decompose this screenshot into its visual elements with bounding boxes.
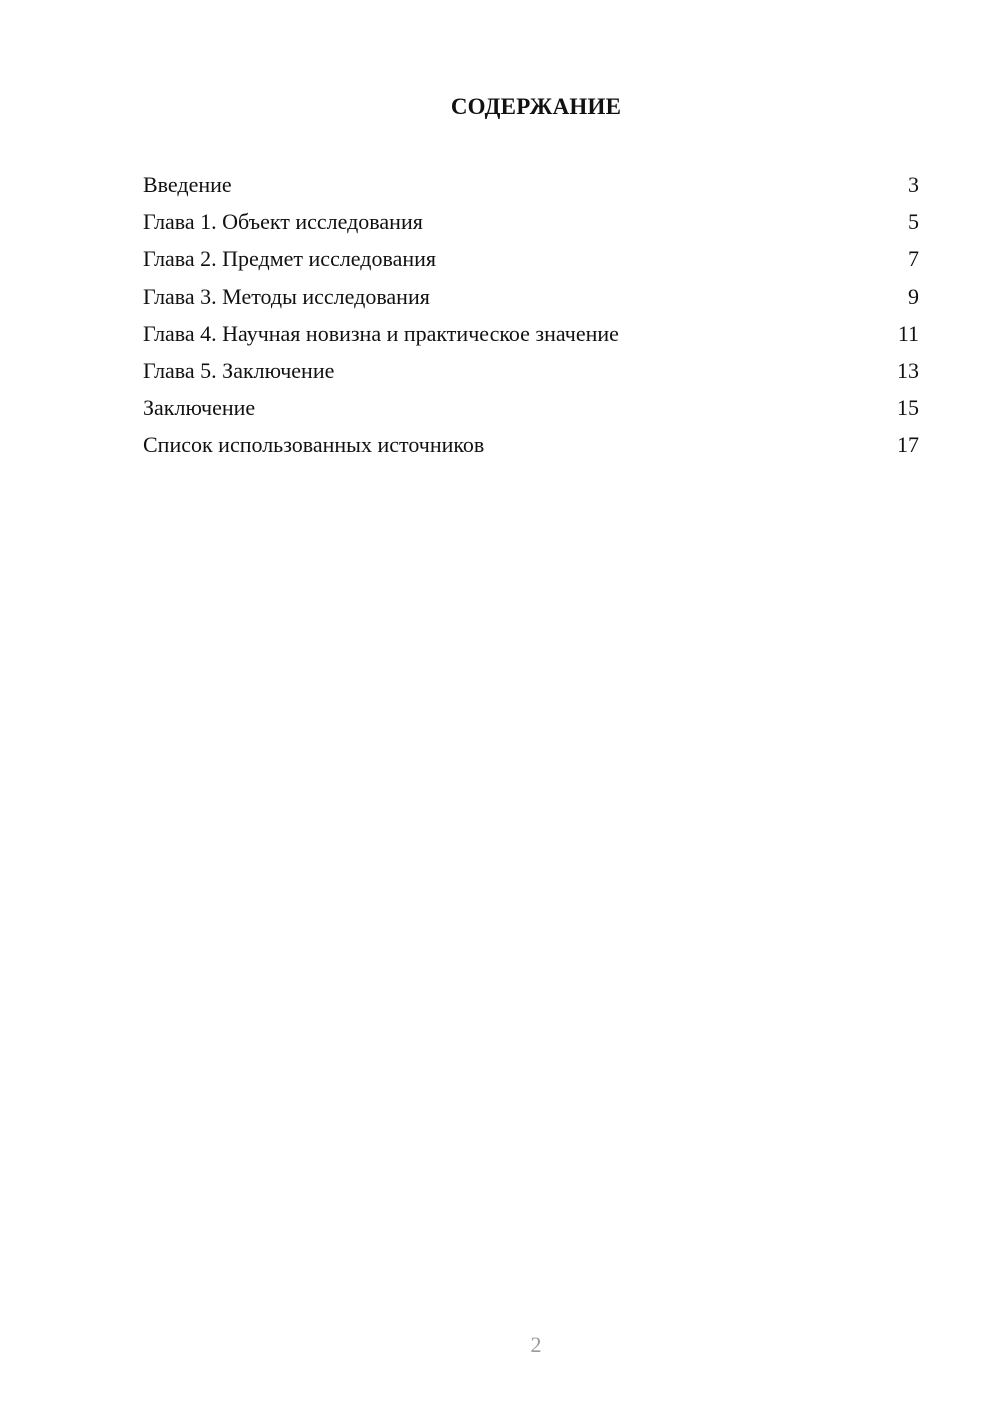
toc-entry-title: Введение — [143, 172, 232, 197]
toc-entry — [143, 203, 919, 240]
toc-entry-title: Список использованных источников — [143, 432, 485, 458]
toc-entry — [143, 389, 919, 426]
toc-entry-page: 7 — [908, 246, 919, 272]
toc-entry-page: 5 — [908, 209, 919, 235]
toc-entry-title: Глава 3. Методы исследования — [143, 283, 430, 309]
toc-entry-page: 11 — [897, 320, 919, 346]
toc-entry-page: 9 — [908, 283, 919, 309]
toc-entry-title: Заключение — [143, 395, 256, 421]
toc-entry — [143, 278, 919, 315]
toc-entry-page: 15 — [897, 395, 919, 421]
toc-entry — [143, 315, 919, 352]
toc-entry-title: Глава 2. Предмет исследования — [143, 246, 437, 272]
toc-entry — [143, 166, 919, 203]
toc-entry-title: Глава 5. Заключение — [143, 357, 335, 383]
toc-entry — [143, 426, 919, 463]
toc-entry-title: Глава 1. Объект исследования — [143, 209, 423, 235]
toc-entry-page: 13 — [897, 357, 919, 383]
toc-entry-page: 3 — [908, 172, 919, 197]
toc-entry-title: Глава 4. Научная новизна и практическое значение — [143, 320, 619, 346]
table-of-contents — [143, 166, 919, 464]
toc-entry-page: 17 — [897, 432, 919, 458]
toc-entry — [143, 240, 919, 277]
toc-heading: СОДЕРЖАНИЕ — [450, 94, 622, 119]
toc-entry — [143, 352, 919, 389]
page-number: 2 — [530, 1332, 542, 1357]
